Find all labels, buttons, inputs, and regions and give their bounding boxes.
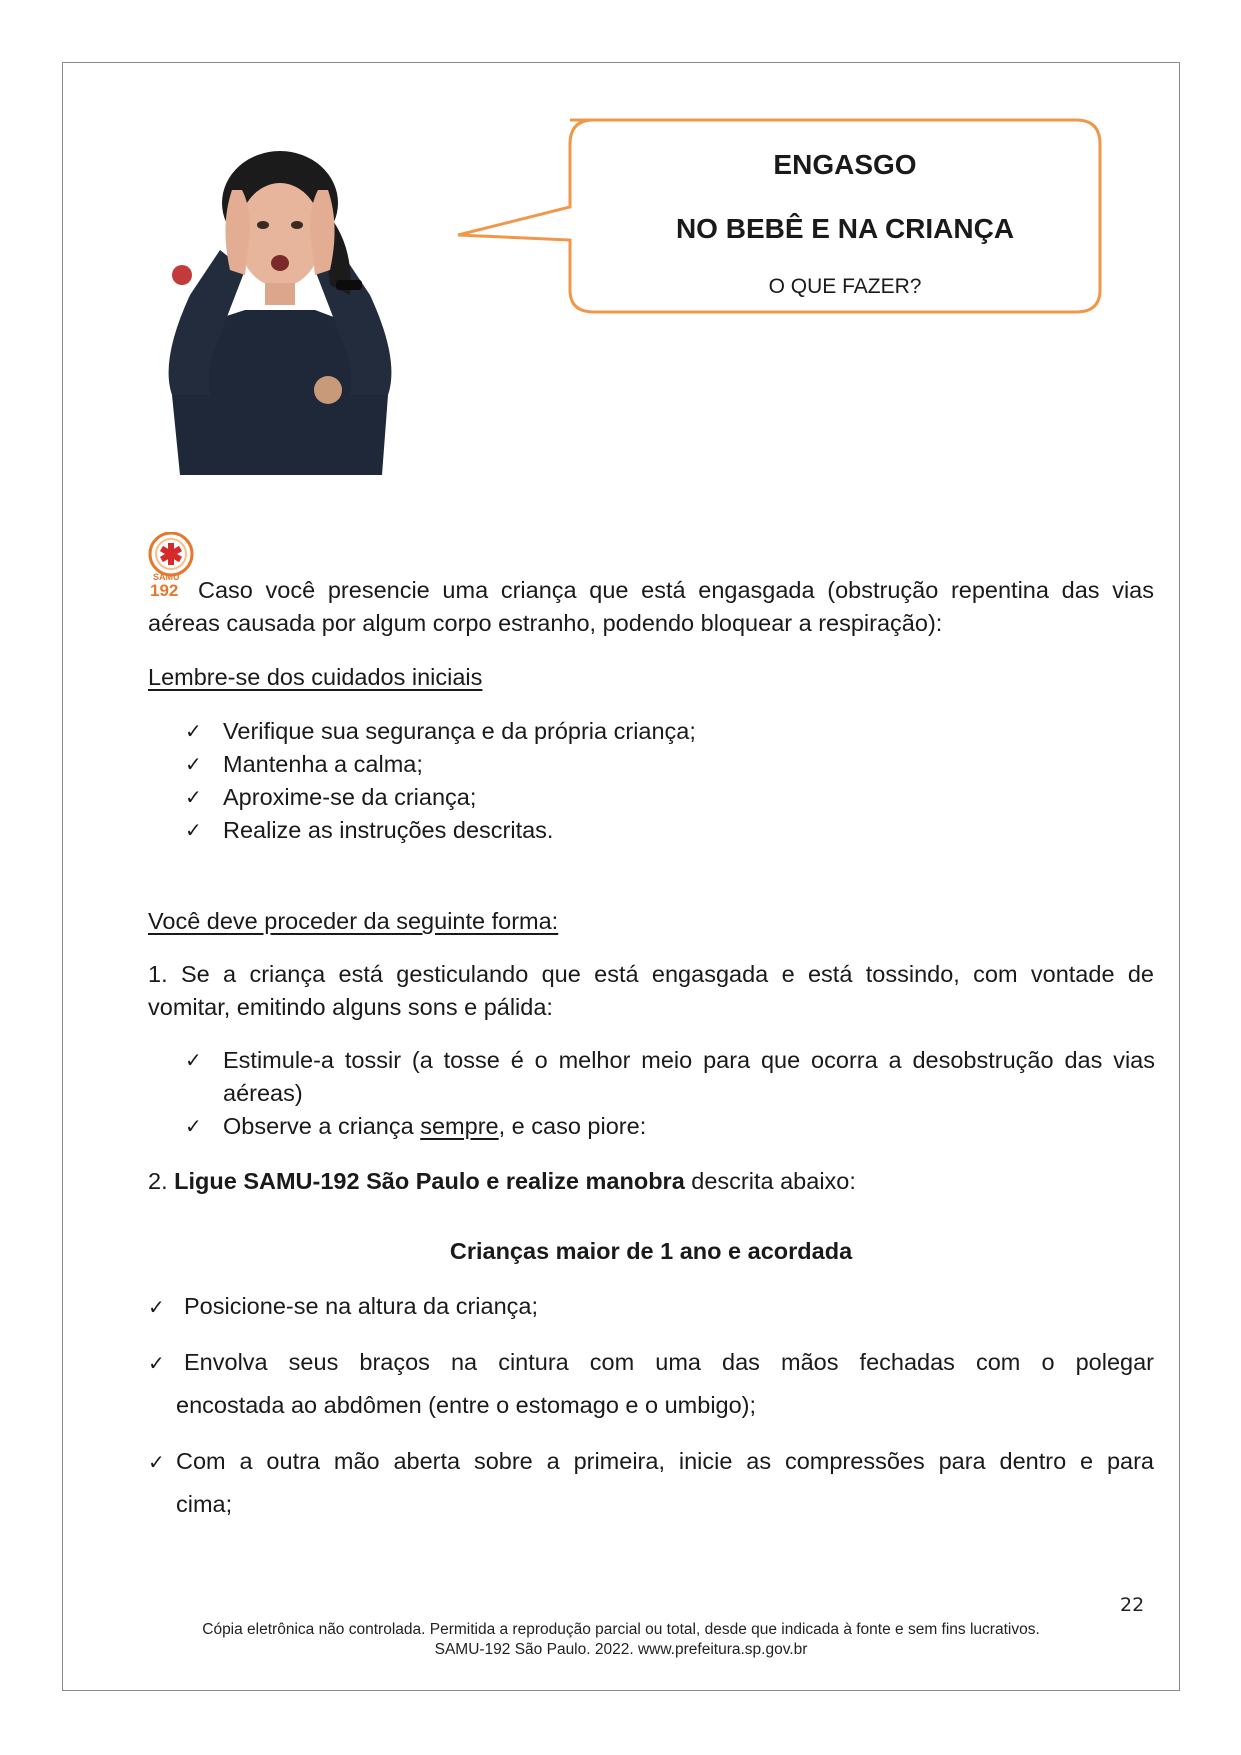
checkmark-icon: ✓ (185, 719, 202, 743)
bubble-subtitle: NO BEBÊ E NA CRIANÇA (675, 213, 1015, 244)
step1-list (185, 1044, 1155, 1143)
checkmark-icon: ✓ (185, 752, 202, 776)
intro-line-2: aéreas causada por algum corpo estranho, podendo bloquear a respiração): (148, 610, 943, 636)
checkmark-icon: ✓ (148, 1351, 165, 1375)
procedure-heading: Você deve proceder da seguinte forma: (148, 908, 559, 934)
list-item: ✓ Aproxime-se da criança; (185, 781, 1155, 814)
checkmark-icon: ✓ (185, 1048, 202, 1072)
list-item: ✓ Estimule-a tossir (a tosse é o melhor meio para que ocorra a desobstrução das vias aéreas) (185, 1044, 1155, 1110)
footer-line-1: Cópia eletrônica não controlada. Permitida a reprodução parcial ou total, desde que indicada à fonte e sem fins lucrativos. (202, 1621, 1040, 1638)
step2-line: 2. Ligue SAMU-192 São Paulo e realize manobra descrita abaixo: (148, 1168, 856, 1194)
step1-line-1: 1. Se a criança está gesticulando que está engasgada e está tossindo, com vontade de (148, 961, 1154, 987)
person-illustration (150, 145, 410, 475)
initial-care-list (185, 715, 1155, 847)
list-item: ✓ Mantenha a calma; (185, 748, 1155, 781)
checkmark-icon: ✓ (148, 1450, 165, 1474)
page-number: 22 (1120, 1594, 1145, 1616)
section-heading: Crianças maior de 1 ano e acordada (449, 1238, 853, 1264)
bubble-title: ENGASGO (773, 149, 917, 180)
list-item: ✓ Observe a criança sempre, e caso piore: (185, 1110, 1155, 1143)
samu-logo-label: SAMU (153, 572, 180, 582)
checkmark-icon: ✓ (185, 818, 202, 842)
checkmark-icon: ✓ (185, 785, 202, 809)
section-item-3-line-1: ✓ Com a outra mão aberta sobre a primeira, inicie as compressões para dentro e para (148, 1445, 1154, 1479)
initial-care-heading: Lembre-se dos cuidados iniciais (148, 664, 483, 690)
intro-line-1: Caso você presencie uma criança que está engasgada (obstrução repentina das vias (198, 577, 1154, 603)
list-item: ✓ Realize as instruções descritas. (185, 814, 1155, 847)
section-item-1: ✓ Posicione-se na altura da criança; (148, 1290, 1154, 1324)
bubble-question: O QUE FAZER? (768, 275, 922, 298)
bubble-content (580, 118, 1110, 318)
list-item: ✓ Verifique sua segurança e da própria criança; (185, 715, 1155, 748)
section-item-2-line-1: ✓ Envolva seus braços na cintura com uma das mãos fechadas com o polegar (148, 1346, 1154, 1380)
footer-line-2: SAMU-192 São Paulo. 2022. www.prefeitura.sp.gov.br (434, 1641, 808, 1658)
samu-logo-number: 192 (150, 581, 179, 600)
step1-line-2: vomitar, emitindo alguns sons e pálida: (148, 994, 553, 1020)
checkmark-icon: ✓ (148, 1295, 165, 1319)
checkmark-icon: ✓ (185, 1114, 202, 1138)
section-item-2-line-2: encostada ao abdômen (entre o estomago e o umbigo); (176, 1392, 757, 1418)
section-item-3-line-2: cima; (176, 1491, 233, 1517)
